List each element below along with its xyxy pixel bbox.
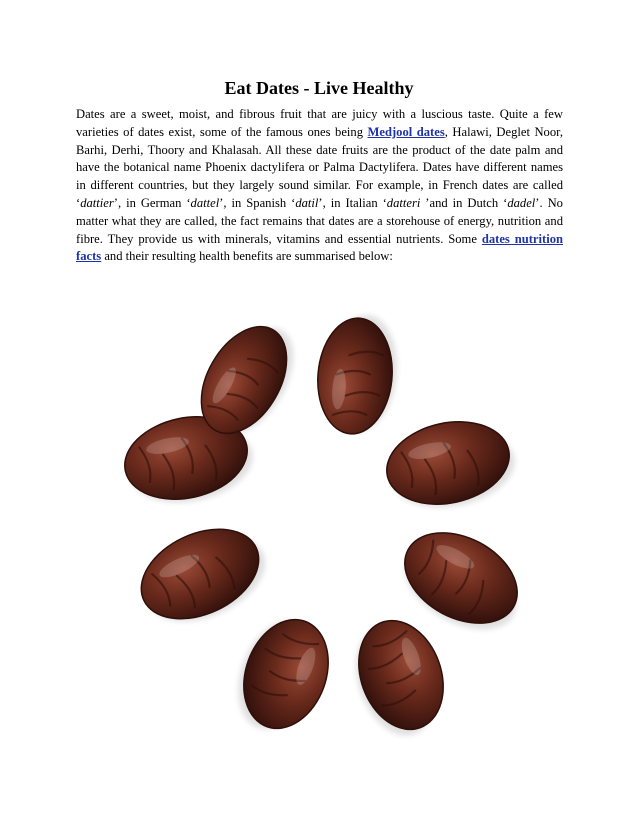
text-run: , Halawi, Deglet Noor, Barhi, Derhi, Thoory and Khalasah. All these date fruits are the product of the date palm and have the botanical name Phoenix dactylifera or Palma Dactylifera. Dates have different names in different countries, but they largely sound similar. For example, in French dates are called	[76, 124, 563, 193]
italian-name: datteri	[386, 195, 421, 210]
dutch-name: dadel	[507, 195, 536, 210]
dates-ring	[117, 308, 536, 746]
text-run: ’, in German ‘	[113, 195, 191, 210]
text-run: ‘	[76, 195, 81, 210]
date-fruit	[313, 311, 401, 437]
dates-nutrition-facts-link[interactable]: dates nutrition facts	[76, 231, 563, 264]
french-name: dattier	[80, 195, 114, 210]
date-body	[229, 608, 342, 741]
dates-illustration	[76, 298, 563, 750]
page-title: Eat Dates - Live Healthy	[224, 78, 414, 98]
date-fruit	[379, 410, 522, 519]
date-fruit	[341, 609, 460, 747]
text-run: and their resulting health benefits are summarised below:	[101, 249, 393, 264]
text-run: ’. No matter what they are called, the fact remains that dates are a storehouse of energy, nutrition and fibre. They provide us with minerals, vitamins and essential nutrients. Some	[76, 195, 563, 246]
date-fruit	[224, 606, 343, 744]
dates-photo	[76, 298, 563, 750]
date-fruit	[127, 510, 279, 640]
date-body	[344, 609, 457, 742]
text-run: ’, in Italian ‘	[318, 195, 387, 210]
text-run: ’, in Spanish ‘	[219, 195, 296, 210]
german-name: dattel	[190, 195, 220, 210]
text-run: ’and in Dutch ‘	[420, 195, 508, 210]
intro-paragraph	[76, 106, 563, 266]
date-body	[379, 411, 517, 515]
spanish-name: datil	[295, 195, 319, 210]
text-run: Dates are a sweet, moist, and fibrous fruit that are juicy with a luscious taste. Quite a few varieties of dates exist, some of the famous ones being	[76, 107, 563, 139]
medjool-dates-link[interactable]: Medjool dates	[367, 124, 445, 139]
